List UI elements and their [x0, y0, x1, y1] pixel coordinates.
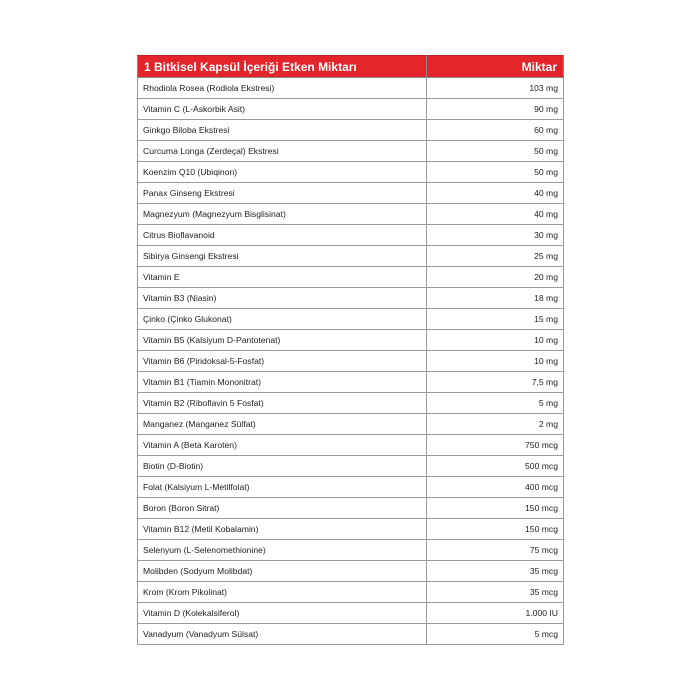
table-row: [138, 456, 564, 477]
table-row: [138, 372, 564, 393]
ingredient-name: Manganez (Manganez Sülfat): [138, 414, 427, 435]
header-ingredient: 1 Bitkisel Kapsül İçeriği Etken Miktarı: [138, 56, 427, 78]
ingredient-amount: 1.000 IU: [427, 603, 564, 624]
ingredient-name: Vitamin B6 (Piridoksal-5-Fosfat): [138, 351, 427, 372]
ingredient-amount: 750 mcg: [427, 435, 564, 456]
table-row: [138, 498, 564, 519]
table-row: [138, 540, 564, 561]
ingredient-name: Citrus Bioflavanoid: [138, 225, 427, 246]
table-row: [138, 435, 564, 456]
ingredient-name: Koenzim Q10 (Ubiqinon): [138, 162, 427, 183]
ingredient-name: Vitamin B5 (Kalsiyum D-Pantotenat): [138, 330, 427, 351]
ingredient-name: Folat (Kalsiyum L-Metilfolat): [138, 477, 427, 498]
ingredient-name: Boron (Boron Sitrat): [138, 498, 427, 519]
ingredient-amount: 50 mg: [427, 162, 564, 183]
ingredient-amount: 18 mg: [427, 288, 564, 309]
header-amount: Miktar: [427, 56, 564, 78]
ingredient-name: Krom (Krom Pikolinat): [138, 582, 427, 603]
ingredients-table-container: [137, 55, 563, 645]
ingredient-amount: 103 mg: [427, 78, 564, 99]
table-header: [138, 56, 564, 78]
table-row: [138, 603, 564, 624]
ingredient-amount: 40 mg: [427, 204, 564, 225]
ingredient-name: Curcuma Longa (Zerdeçal) Ekstresi: [138, 141, 427, 162]
ingredient-name: Ginkgo Biloba Ekstresi: [138, 120, 427, 141]
ingredient-amount: 20 mg: [427, 267, 564, 288]
ingredient-amount: 90 mg: [427, 99, 564, 120]
ingredient-name: Vitamin D (Kolekalsiferol): [138, 603, 427, 624]
ingredient-name: Panax Ginseng Ekstresi: [138, 183, 427, 204]
ingredient-name: Çinko (Çinko Glukonat): [138, 309, 427, 330]
ingredient-amount: 400 mcg: [427, 477, 564, 498]
table-row: [138, 162, 564, 183]
ingredient-name: Rhodiola Rosea (Rodiola Ekstresi): [138, 78, 427, 99]
table-row: [138, 78, 564, 99]
ingredient-name: Vitamin B1 (Tiamin Mononitrat): [138, 372, 427, 393]
ingredient-amount: 2 mg: [427, 414, 564, 435]
table-row: [138, 225, 564, 246]
table-row: [138, 351, 564, 372]
ingredient-amount: 7,5 mg: [427, 372, 564, 393]
table-row: [138, 99, 564, 120]
ingredient-name: Vitamin C (L-Askorbik Asit): [138, 99, 427, 120]
ingredient-amount: 150 mcg: [427, 498, 564, 519]
table-row: [138, 288, 564, 309]
ingredient-amount: 15 mg: [427, 309, 564, 330]
table-row: [138, 582, 564, 603]
table-row: [138, 519, 564, 540]
ingredient-name: Magnezyum (Magnezyum Bisglisinat): [138, 204, 427, 225]
table-row: [138, 141, 564, 162]
ingredient-amount: 35 mcg: [427, 582, 564, 603]
ingredient-name: Vitamin A (Beta Karoten): [138, 435, 427, 456]
ingredients-table: [137, 55, 564, 645]
ingredient-amount: 150 mcg: [427, 519, 564, 540]
ingredient-amount: 25 mg: [427, 246, 564, 267]
ingredient-name: Vitamin B3 (Niasin): [138, 288, 427, 309]
ingredient-amount: 60 mg: [427, 120, 564, 141]
ingredient-name: Molibden (Sodyum Molibdat): [138, 561, 427, 582]
table-row: [138, 183, 564, 204]
ingredient-amount: 5 mcg: [427, 624, 564, 645]
ingredient-amount: 5 mg: [427, 393, 564, 414]
ingredient-amount: 75 mcg: [427, 540, 564, 561]
table-row: [138, 561, 564, 582]
table-row: [138, 393, 564, 414]
ingredient-amount: 500 mcg: [427, 456, 564, 477]
table-row: [138, 477, 564, 498]
table-row: [138, 267, 564, 288]
table-row: [138, 309, 564, 330]
ingredient-name: Vanadyum (Vanadyum Sülsat): [138, 624, 427, 645]
table-row: [138, 204, 564, 225]
table-row: [138, 414, 564, 435]
table-row: [138, 624, 564, 645]
ingredient-name: Biotin (D-Biotin): [138, 456, 427, 477]
table-row: [138, 246, 564, 267]
ingredient-name: Vitamin B12 (Metil Kobalamin): [138, 519, 427, 540]
ingredient-name: Selenyum (L-Selenomethionine): [138, 540, 427, 561]
ingredient-amount: 10 mg: [427, 351, 564, 372]
ingredient-amount: 40 mg: [427, 183, 564, 204]
ingredient-name: Vitamin B2 (Riboflavin 5 Fosfat): [138, 393, 427, 414]
header-row: [138, 56, 564, 78]
ingredient-amount: 50 mg: [427, 141, 564, 162]
ingredient-name: Vitamin E: [138, 267, 427, 288]
ingredient-name: Sibirya Ginsengi Ekstresi: [138, 246, 427, 267]
ingredient-amount: 10 mg: [427, 330, 564, 351]
ingredient-amount: 30 mg: [427, 225, 564, 246]
ingredient-amount: 35 mcg: [427, 561, 564, 582]
table-row: [138, 330, 564, 351]
table-body: [138, 78, 564, 645]
table-row: [138, 120, 564, 141]
